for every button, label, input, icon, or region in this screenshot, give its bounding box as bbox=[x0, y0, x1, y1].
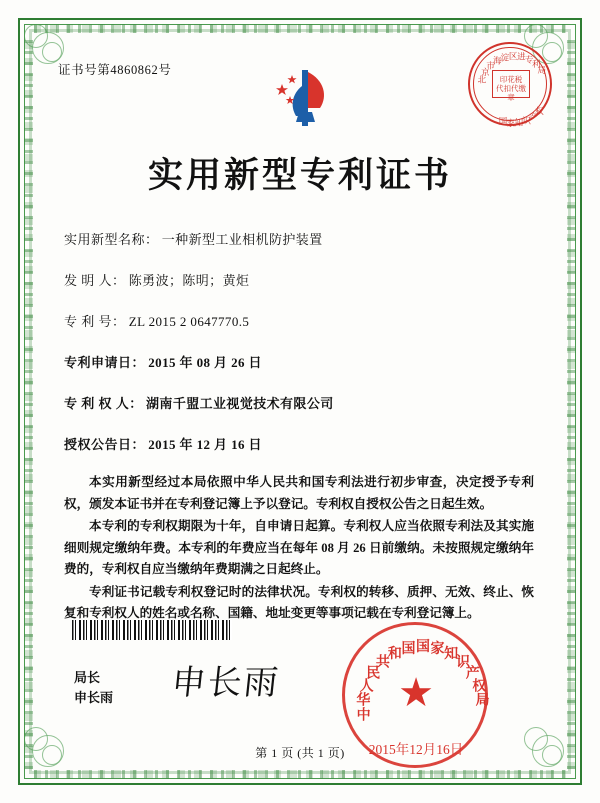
tax-stamp-arc-top: 北 京 市 海 淀 区 进 专 利 局 bbox=[477, 51, 547, 85]
field-row-inventors bbox=[64, 271, 536, 291]
field-label: 发 明 人： bbox=[64, 273, 126, 288]
signature-name-label: 申长雨 bbox=[74, 690, 114, 705]
field-value: 一种新型工业相机防护装置 bbox=[161, 232, 323, 247]
field-value: 湖南千盟工业视觉技术有限公司 bbox=[146, 396, 334, 411]
field-label: 授权公告日： bbox=[64, 437, 146, 452]
field-label: 专 利 号： bbox=[64, 314, 126, 329]
paragraph-grant: 本实用新型经过本局依照中华人民共和国专利法进行初步审查，决定授予专利权，颁发本证书并在专利登记簿上予以登记。专利权自授权公告之日起生效。 bbox=[64, 475, 534, 511]
field-row-invention-name bbox=[64, 230, 536, 250]
field-row-grant-date bbox=[64, 435, 536, 455]
field-row-patentee bbox=[64, 394, 536, 414]
border-vine-top bbox=[34, 24, 566, 33]
page-title: 实用新型专利证书 bbox=[147, 156, 452, 195]
field-value: 2015 年 12 月 16 日 bbox=[148, 437, 262, 452]
signature-role-label: 局长 bbox=[74, 670, 101, 685]
certificate-number: 证书号第4860862号 bbox=[58, 63, 172, 77]
field-value: ZL 2015 2 0647770.5 bbox=[128, 314, 250, 329]
national-emblem-star-icon: ★ bbox=[398, 669, 434, 715]
field-value: 陈勇波；陈明；黄炬 bbox=[128, 273, 250, 288]
paragraph-registry: 专利证书记载专利权登记时的法律状况。专利权的转移、质押、无效、终止、恢复和专利权人的姓名或名称、国籍、地址变更等事项记载在专利登记簿上。 bbox=[64, 584, 534, 620]
field-value: 2015 年 08 月 26 日 bbox=[148, 355, 262, 370]
field-label: 实用新型名称： bbox=[64, 232, 159, 247]
border-vine-bottom bbox=[34, 770, 566, 779]
field-label: 专利申请日： bbox=[64, 355, 146, 370]
page-footer: 第 1 页 (共 1 页) bbox=[255, 746, 345, 760]
legal-text-body bbox=[64, 472, 534, 626]
field-row-application-date bbox=[64, 353, 536, 373]
field-list bbox=[64, 230, 536, 476]
field-row-patent-number bbox=[64, 312, 536, 332]
tax-stamp-center-text: 印花税 代扣代缴章 bbox=[492, 70, 530, 98]
tax-stamp-arc-bottom: 国 家 知 识 产 权 bbox=[498, 106, 544, 128]
patent-office-logo-icon bbox=[268, 62, 342, 132]
border-vine-right bbox=[567, 34, 576, 769]
seal-date: 2015年12月16日 bbox=[368, 742, 464, 757]
handwritten-signature: 申长雨 bbox=[169, 665, 282, 702]
barcode bbox=[72, 620, 232, 640]
paragraph-term-and-fees: 本专利的专利权期限为十年，自申请日起算。专利权人应当依照专利法及其实施细则规定缴纳年费。本专利的年费应当在每年 08 月 26 日前缴纳。未按照规定缴纳年费的，专利权自应当缴纳年费期满之日起终止。 bbox=[64, 519, 534, 576]
border-vine-left bbox=[24, 34, 33, 769]
field-label: 专 利 权 人： bbox=[64, 396, 143, 411]
signature-labels bbox=[74, 668, 113, 708]
official-red-seal: ★ 中 华 人 民 共 和 国 国 家 知 识 产 权 局 2015年12月16日 bbox=[342, 622, 490, 770]
tax-stamp-seal bbox=[468, 42, 554, 128]
